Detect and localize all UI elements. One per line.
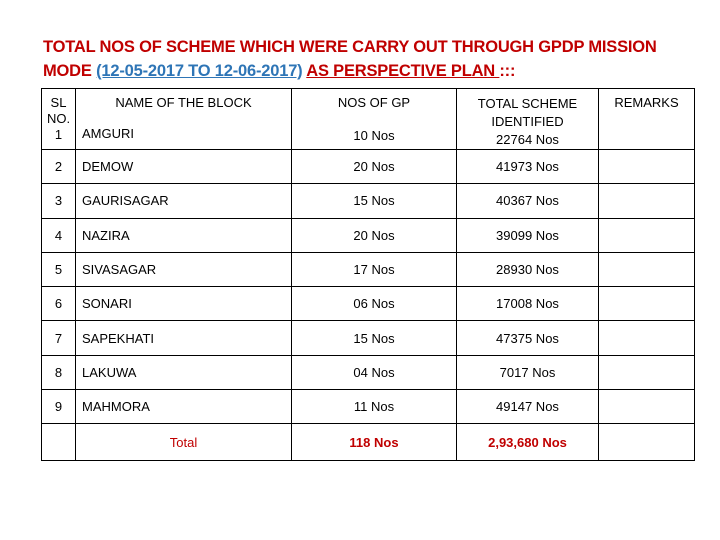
header-identified: IDENTIFIED <box>491 114 564 129</box>
total-sl-empty <box>42 424 76 461</box>
header-remarks-cell <box>599 89 695 150</box>
total-scheme: 2,93,680 Nos <box>457 424 599 461</box>
header-sl: SL <box>50 95 67 110</box>
row-scheme-count: 17008 Nos <box>457 287 599 321</box>
row-sl: 7 <box>42 321 76 355</box>
header-no: NO. <box>46 111 71 126</box>
row-gp-count: 04 Nos <box>292 355 457 389</box>
row-sl: 2 <box>42 150 76 184</box>
row-gp-count: 06 Nos <box>292 287 457 321</box>
row-1-gp: 10 Nos <box>353 128 395 143</box>
header-block-cell <box>76 89 292 150</box>
row-block-name: NAZIRA <box>76 218 292 252</box>
title-date-range: (12-05-2017 TO 12-06-2017) <box>96 62 303 80</box>
header-gp-cell <box>292 89 457 150</box>
row-block-name: LAKUWA <box>76 355 292 389</box>
header-gp: NOS OF GP <box>337 95 411 110</box>
table-row <box>42 390 695 424</box>
row-scheme-count: 40367 Nos <box>457 184 599 218</box>
table-row <box>42 321 695 355</box>
row-sl: 4 <box>42 218 76 252</box>
row-sl: 8 <box>42 355 76 389</box>
row-gp-count: 15 Nos <box>292 184 457 218</box>
row-1-sl: 1 <box>54 127 63 142</box>
row-remarks <box>599 390 695 424</box>
table-header-row <box>42 89 695 150</box>
row-sl: 3 <box>42 184 76 218</box>
table-row <box>42 184 695 218</box>
scheme-table <box>41 88 695 461</box>
row-remarks <box>599 184 695 218</box>
row-sl: 6 <box>42 287 76 321</box>
row-remarks <box>599 252 695 286</box>
row-block-name: MAHMORA <box>76 390 292 424</box>
header-scheme-cell <box>457 89 599 150</box>
row-block-name: DEMOW <box>76 150 292 184</box>
page-title <box>43 35 693 83</box>
row-remarks <box>599 321 695 355</box>
title-suffix: ::: <box>499 62 516 80</box>
row-remarks <box>599 218 695 252</box>
header-scheme: TOTAL SCHEME <box>477 96 578 111</box>
row-block-name: SIVASAGAR <box>76 252 292 286</box>
table-row <box>42 150 695 184</box>
row-sl: 9 <box>42 390 76 424</box>
total-gp: 118 Nos <box>292 424 457 461</box>
row-remarks <box>599 287 695 321</box>
row-scheme-count: 28930 Nos <box>457 252 599 286</box>
row-scheme-count: 47375 Nos <box>457 321 599 355</box>
row-gp-count: 17 Nos <box>292 252 457 286</box>
row-scheme-count: 49147 Nos <box>457 390 599 424</box>
row-block-name: GAURISAGAR <box>76 184 292 218</box>
row-scheme-count: 7017 Nos <box>457 355 599 389</box>
table-row <box>42 252 695 286</box>
header-sl-cell <box>42 89 76 150</box>
row-scheme-count: 39099 Nos <box>457 218 599 252</box>
table-row <box>42 355 695 389</box>
row-sl: 5 <box>42 252 76 286</box>
row-block-name: SAPEKHATI <box>76 321 292 355</box>
table-row <box>42 287 695 321</box>
title-main: TOTAL NOS OF SCHEME WHICH WERE CARRY OUT THROUGH GPDP MISSION MODE <box>43 38 657 80</box>
row-gp-count: 15 Nos <box>292 321 457 355</box>
row-remarks <box>599 150 695 184</box>
row-1-block: AMGURI <box>82 126 134 141</box>
total-label: Total <box>76 424 292 461</box>
total-row <box>42 424 695 461</box>
row-block-name: SONARI <box>76 287 292 321</box>
header-block: NAME OF THE BLOCK <box>115 95 252 110</box>
row-scheme-count: 41973 Nos <box>457 150 599 184</box>
row-1-scheme: 22764 Nos <box>496 132 559 147</box>
row-remarks <box>599 355 695 389</box>
total-remarks-empty <box>599 424 695 461</box>
row-gp-count: 20 Nos <box>292 218 457 252</box>
table-row <box>42 218 695 252</box>
title-plan: AS PERSPECTIVE PLAN <box>306 62 500 80</box>
header-remarks: REMARKS <box>614 95 679 110</box>
row-gp-count: 20 Nos <box>292 150 457 184</box>
row-gp-count: 11 Nos <box>292 390 457 424</box>
